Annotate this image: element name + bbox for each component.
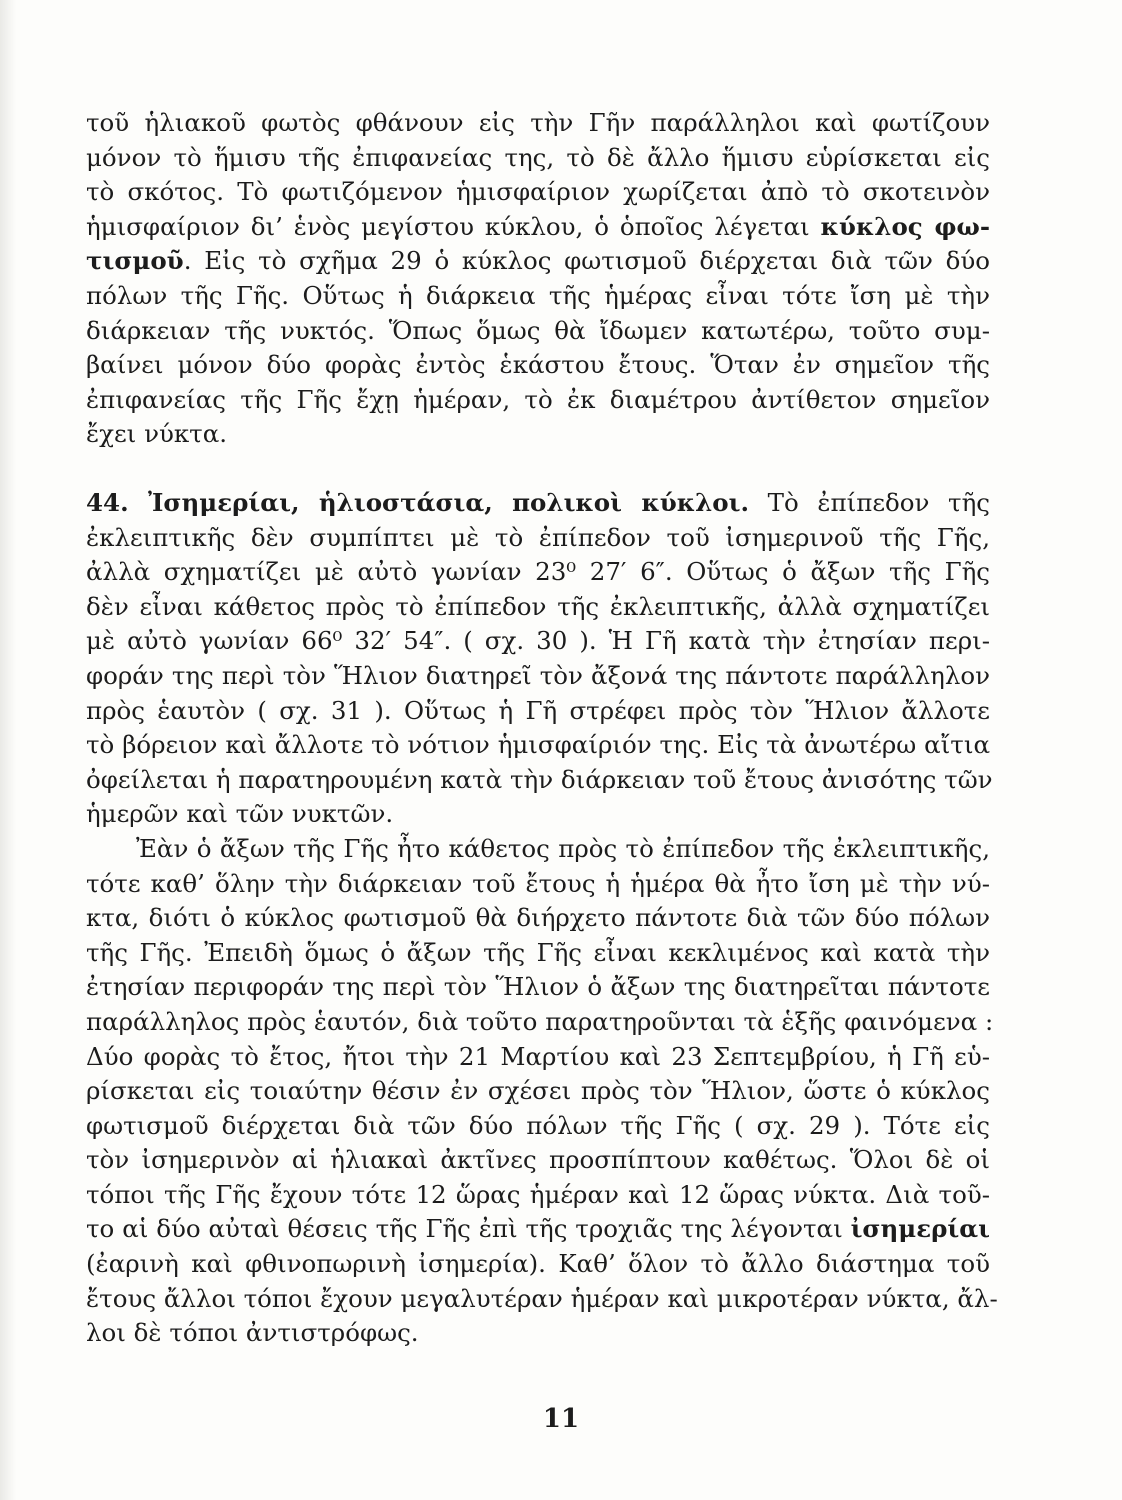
text-line: διάρκειαν τῆς νυκτός. Ὅπως ὅμως θὰ ἴδωμεν κατωτέρω, τοῦτο συμ- xyxy=(86,315,990,345)
text-line: 44. Ἰσημερίαι, ἡλιοστάσια, πολικοὶ κύκλοι. Τὸ ἐπίπεδον τῆς xyxy=(86,488,990,517)
text-line: (ἐαρινὴ καὶ φθινοπωρινὴ ἰσημερία). Καθ’ ὅλον τὸ ἄλλο διάστημα τοῦ xyxy=(86,1249,990,1279)
text-line: φοράν της περὶ τὸν Ἥλιον διατηρεῖ τὸν ἄξονά της πάντοτε παράλληλον xyxy=(86,660,990,690)
text-line: ἡμισφαίριον δι’ ἑνὸς μεγίστου κύκλου, ὁ ὁποῖος λέγεται κύκλος φω- xyxy=(86,211,990,241)
text-line: τόποι τῆς Γῆς ἔχουν τότε 12 ὥρας ἡμέραν καὶ 12 ὥρας νύκτα. Διὰ τοῦ- xyxy=(86,1179,990,1209)
text-line: μὲ αὐτὸ γωνίαν 66⁰ 32′ 54″. ( σχ. 30 ). Ἡ Γῆ κατὰ τὴν ἐτησίαν περι- xyxy=(86,626,990,656)
text-line: ἐτησίαν περιφοράν της περὶ τὸν Ἥλιον ὁ ἄξων της διατηρεῖται πάντοτε xyxy=(86,972,990,1002)
term-bold: κύκλος φω- xyxy=(820,211,990,241)
text-line: τοῦ ἡλιακοῦ φωτὸς φθάνουν εἰς τὴν Γῆν παράλληλοι καὶ φωτίζουν xyxy=(86,108,990,137)
text-line: ἔτους ἄλλοι τόποι ἔχουν μεγαλυτέραν ἡμέραν καὶ μικροτέραν νύκτα, ἄλ- xyxy=(86,1283,998,1313)
text-line: ἡμερῶν καὶ τῶν νυκτῶν. xyxy=(86,799,394,829)
page-number: 11 xyxy=(542,1404,580,1434)
text-line: τῆς Γῆς. Ἐπειδὴ ὅμως ὁ ἄξων τῆς Γῆς εἶναι κεκλιμένος καὶ κατὰ τὴν xyxy=(86,937,990,967)
text-line: τότε καθ’ ὅλην τὴν διάρκειαν τοῦ ἔτους ἡ ἡμέρα θὰ ἦτο ἴση μὲ τὴν νύ- xyxy=(86,868,990,898)
text-line: Ἐὰν ὁ ἄξων τῆς Γῆς ἦτο κάθετος πρὸς τὸ ἐπίπεδον τῆς ἐκλειπτικῆς, xyxy=(136,833,990,863)
text-line: το αἱ δύο αὐταὶ θέσεις τῆς Γῆς ἐπὶ τῆς τροχιᾶς της λέγονται ἰσημερίαι xyxy=(86,1214,990,1244)
text-line: τὸν ἰσημερινὸν αἱ ἡλιακαὶ ἀκτῖνες προσπίπτουν καθέτως. Ὅλοι δὲ οἱ xyxy=(86,1145,990,1175)
text-line: ἀλλὰ σχηματίζει μὲ αὐτὸ γωνίαν 23⁰ 27′ 6″. Οὕτως ὁ ἄξων τῆς Γῆς xyxy=(86,557,990,587)
term-bold: τισμοῦ xyxy=(86,246,184,276)
text-line: ἐπιφανείας τῆς Γῆς ἔχῃ ἡμέραν, τὸ ἐκ διαμέτρου ἀντίθετον σημεῖον xyxy=(86,384,990,414)
term-bold: ἰσημερίαι xyxy=(850,1214,990,1244)
text-line: φωτισμοῦ διέρχεται διὰ τῶν δύο πόλων τῆς Γῆς ( σχ. 29 ). Τότε εἰς xyxy=(86,1110,990,1140)
text-line: πρὸς ἑαυτὸν ( σχ. 31 ). Οὕτως ἡ Γῆ στρέφει πρὸς τὸν Ἥλιον ἄλλοτε xyxy=(86,695,990,725)
text-line: τὸ σκότος. Τὸ φωτιζόμενον ἡμισφαίριον χωρίζεται ἀπὸ τὸ σκοτεινὸν xyxy=(86,177,990,207)
text-line: ὀφείλεται ἡ παρατηρουμένη κατὰ τὴν διάρκειαν τοῦ ἔτους ἀνισότης τῶν xyxy=(86,764,993,794)
text-line: λοι δὲ τόποι ἀντιστρόφως. xyxy=(86,1318,419,1348)
text-line: ρίσκεται εἰς τοιαύτην θέσιν ἐν σχέσει πρὸς τὸν Ἥλιον, ὥστε ὁ κύκλος xyxy=(86,1076,990,1106)
text-line: πόλων τῆς Γῆς. Οὕτως ἡ διάρκεια τῆς ἡμέρας εἶναι τότε ἴση μὲ τὴν xyxy=(86,280,990,310)
page-edge-shadow xyxy=(0,0,16,1500)
section-heading: 44. Ἰσημερίαι, ἡλιοστάσια, πολικοὶ κύκλοι. xyxy=(86,488,749,517)
text-line: δὲν εἶναι κάθετος πρὸς τὸ ἐπίπεδον τῆς ἐκλειπτικῆς, ἀλλὰ σχηματίζει xyxy=(86,591,990,621)
text-line: τισμοῦ. Εἰς τὸ σχῆμα 29 ὁ κύκλος φωτισμοῦ διέρχεται διὰ τῶν δύο xyxy=(86,246,990,276)
text-line: παράλληλος πρὸς ἑαυτόν, διὰ τοῦτο παρατηροῦνται τὰ ἑξῆς φαινόμενα : xyxy=(86,1006,994,1036)
text-line: κτα, διότι ὁ κύκλος φωτισμοῦ θὰ διήρχετο πάντοτε διὰ τῶν δύο πόλων xyxy=(86,903,990,933)
text-line: μόνον τὸ ἥμισυ τῆς ἐπιφανείας της, τὸ δὲ ἄλλο ἥμισυ εὑρίσκεται εἰς xyxy=(86,142,990,172)
section-44 xyxy=(86,486,998,1351)
text-line: τὸ βόρειον καὶ ἄλλοτε τὸ νότιον ἡμισφαίριόν της. Εἰς τὰ ἀνωτέρω αἴτια xyxy=(86,730,990,760)
paragraph-continued xyxy=(86,106,990,452)
text-line: ἐκλειπτικῆς δὲν συμπίπτει μὲ τὸ ἐπίπεδον τοῦ ἰσημερινοῦ τῆς Γῆς, xyxy=(86,522,990,552)
text-line: Δύο φορὰς τὸ ἔτος, ἤτοι τὴν 21 Μαρτίου καὶ 23 Σεπτεμβρίου, ἡ Γῆ εὑ- xyxy=(86,1041,990,1071)
text-line: ἔχει νύκτα. xyxy=(86,419,228,449)
text-line: βαίνει μόνον δύο φορὰς ἐντὸς ἑκάστου ἔτους. Ὅταν ἐν σημεῖον τῆς xyxy=(86,350,990,380)
